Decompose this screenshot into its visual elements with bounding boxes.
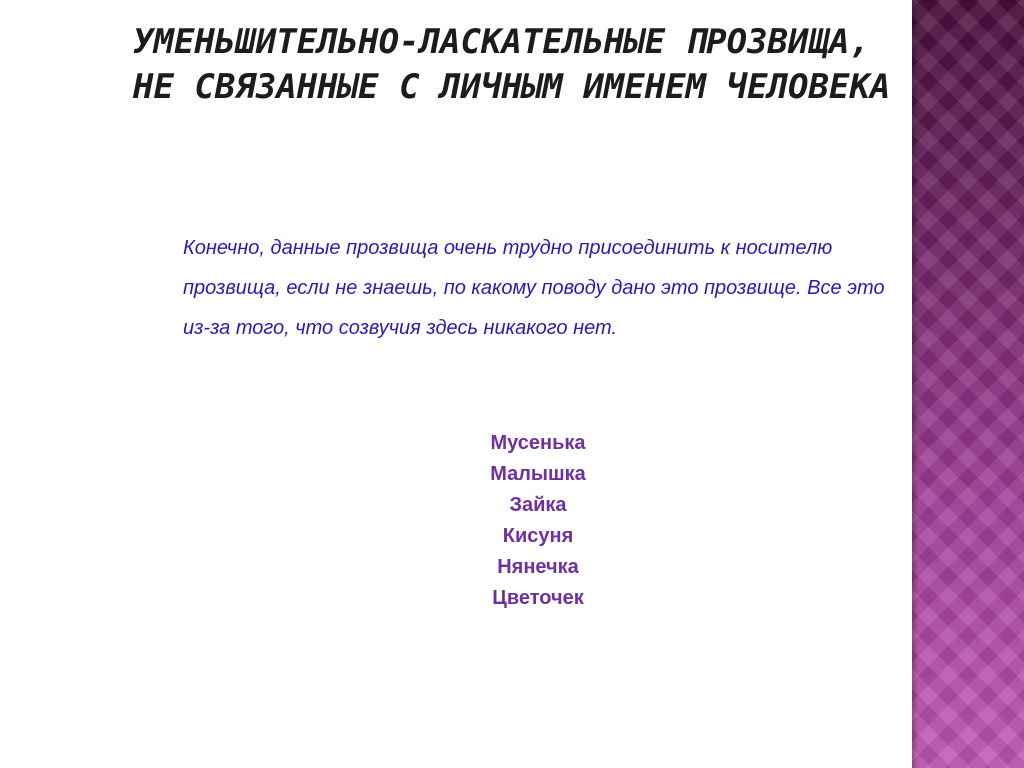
nickname-item: Малышка [490,463,586,485]
nickname-item: Кисуня [502,525,574,547]
nickname-item: Мусенька [490,432,586,454]
body-paragraph: Конечно, данные прозвища очень трудно присоединить к носителю прозвища, если не знаешь, по какому поводу дано это прозвище. Все это из-за того, что созвучия здесь никакого нет. [183,237,885,339]
nickname-item: Нянечка [497,556,579,578]
nickname-item: Зайка [509,494,567,516]
side-band-shadow [912,0,918,768]
nickname-list [388,428,688,614]
slide-title: УМЕНЬШИТЕЛЬНО-ЛАСКАТЕЛЬНЫЕ ПРОЗВИЩА, НЕ СВЯЗАННЫЕ С ЛИЧНЫМ ИМЕНЕМ ЧЕЛОВЕКА [133,22,891,107]
decorative-side-band [912,0,1024,768]
nickname-item: Цветочек [492,587,584,609]
